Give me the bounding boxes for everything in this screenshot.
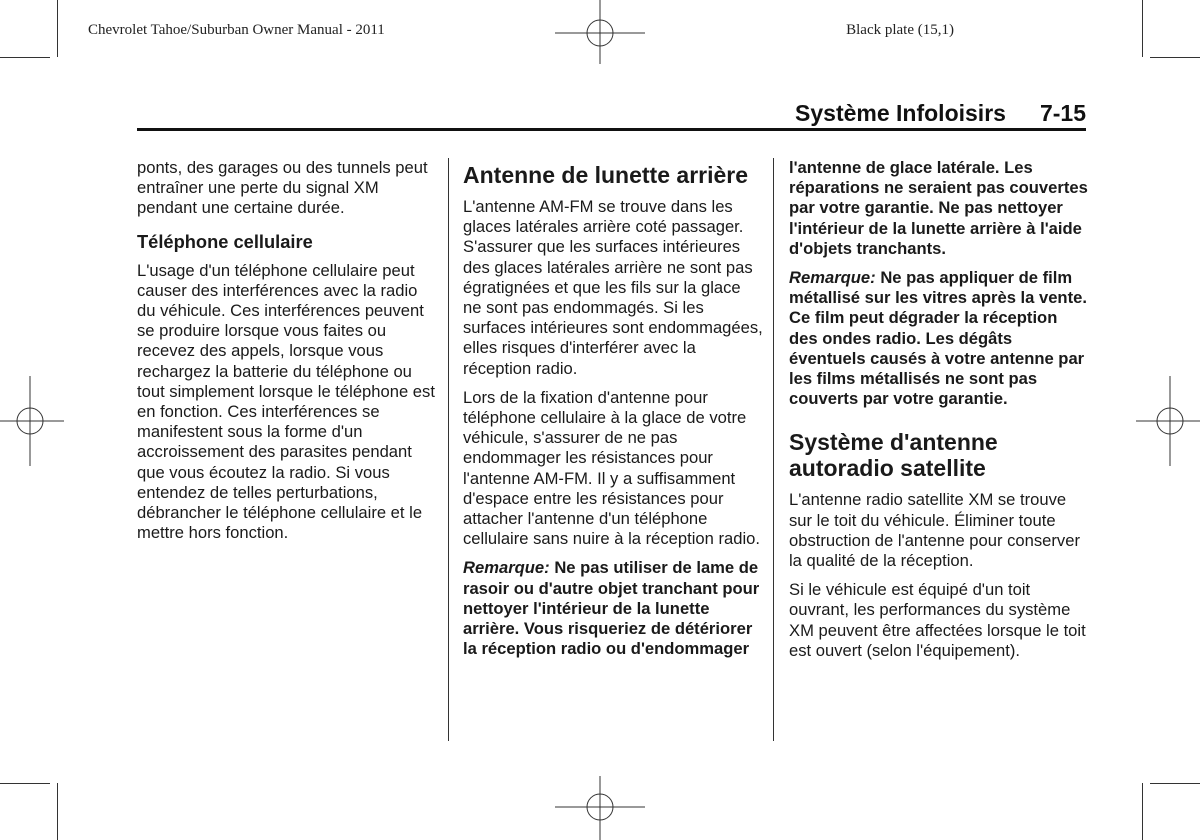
crop-mark-bottom-left-h (0, 783, 50, 784)
chapter-title: Système Infoloisirs (795, 100, 1006, 126)
column-2 (463, 158, 763, 668)
crop-mark-top-right-h (1150, 57, 1200, 58)
column-divider (448, 158, 449, 741)
registration-mark-top-icon (555, 0, 645, 64)
print-header-title: Chevrolet Tahoe/Suburban Owner Manual - 2011 (88, 22, 385, 38)
crop-mark-top-right-v (1142, 0, 1143, 57)
page-number: 7-15 (1039, 100, 1086, 126)
column-divider (773, 158, 774, 741)
crop-mark-top-left-h (0, 57, 50, 58)
column-3 (789, 158, 1089, 670)
notice-paragraph (463, 558, 763, 659)
registration-mark-left-icon (0, 376, 64, 466)
crop-mark-bottom-left-v (57, 783, 58, 840)
registration-mark-bottom-icon (555, 776, 645, 840)
print-header-plate: Black plate (15,1) (846, 22, 954, 38)
running-head (795, 100, 1086, 127)
paragraph: L'antenne AM-FM se trouve dans les glaces latérales arrière coté passager. S'assurer que les surfaces intérieures des glaces latérales arrière ne sont pas égratignées et que les fils sur la glace ne sont pas endommagés. Si les surfaces intérieures sont endommagées, elles risques d'interférer avec la réception radio. (463, 197, 763, 378)
paragraph: Si le véhicule est équipé d'un toit ouvrant, les performances du système XM peuvent être affectées lorsque le toit est ouvert (selon l'équipement). (789, 580, 1086, 660)
notice-text: Ne pas appliquer de film métallisé sur les vitres après la vente. Ce film peut dégrader la réception des ondes radio. Les dégâts éventuels causés à votre antenne par les films métallisés ne sont pas couverts par votre garantie. (789, 268, 1087, 409)
subheading-cell-phone: Téléphone cellulaire (137, 230, 313, 252)
crop-mark-bottom-right-v (1142, 783, 1143, 840)
notice-paragraph (789, 268, 1089, 409)
registration-mark-right-icon (1136, 376, 1200, 466)
continued-paragraph: ponts, des garages ou des tunnels peut entraîner une perte du signal XM pendant une certaine durée. (137, 158, 428, 218)
section-heading-satellite-antenna: Système d'antenne autoradio satellite (789, 429, 998, 482)
paragraph: Lors de la fixation d'antenne pour téléphone cellulaire à la glace de votre véhicule, s'assurer de ne pas endommager les résistances pour l'antenne AM-FM. Il y a suffisamment d'espace entre les résistances pour attacher l'antenne d'un téléphone cellulaire sans nuire à la réception radio. (463, 387, 761, 549)
crop-mark-bottom-right-h (1150, 783, 1200, 784)
notice-label: Remarque: (463, 558, 550, 578)
notice-label: Remarque: (789, 268, 876, 288)
column-1 (137, 158, 437, 552)
section-heading-rear-window-antenna: Antenne de lunette arrière (463, 162, 749, 188)
paragraph: L'antenne radio satellite XM se trouve sur le toit du véhicule. Éliminer toute obstruction de l'antenne pour conserver la qualité de la réception. (789, 490, 1080, 571)
crop-mark-top-left-v (57, 0, 58, 57)
notice-continued: l'antenne de glace latérale. Les réparations ne seraient pas couvertes par votre garantie. Ne pas nettoyer l'intérieur de la lunette arrière à l'aide d'objets tranchants. (789, 158, 1088, 258)
notice-text: Ne pas utiliser de lame de rasoir ou d'autre objet tranchant pour nettoyer l'intérieur de la lunette arrière. Vous risqueriez de détériorer la réception radio ou d'endommager (463, 558, 760, 659)
paragraph: L'usage d'un téléphone cellulaire peut causer des interférences avec la radio du véhicule. Ces interférences peuvent se produire lorsque vous faites ou recevez des appels, lorsque vous rechargez la batterie du téléphone ou tout simplement lorsque le téléphone est en fonction. Ces interférences se manifestent sous la forme d'un accroissement des parasites pendant que vous écoutez la radio. Si vous entendez de telles perturbations, débrancher le téléphone cellulaire et le mettre hors fonction. (137, 260, 435, 543)
header-rule (137, 128, 1086, 131)
